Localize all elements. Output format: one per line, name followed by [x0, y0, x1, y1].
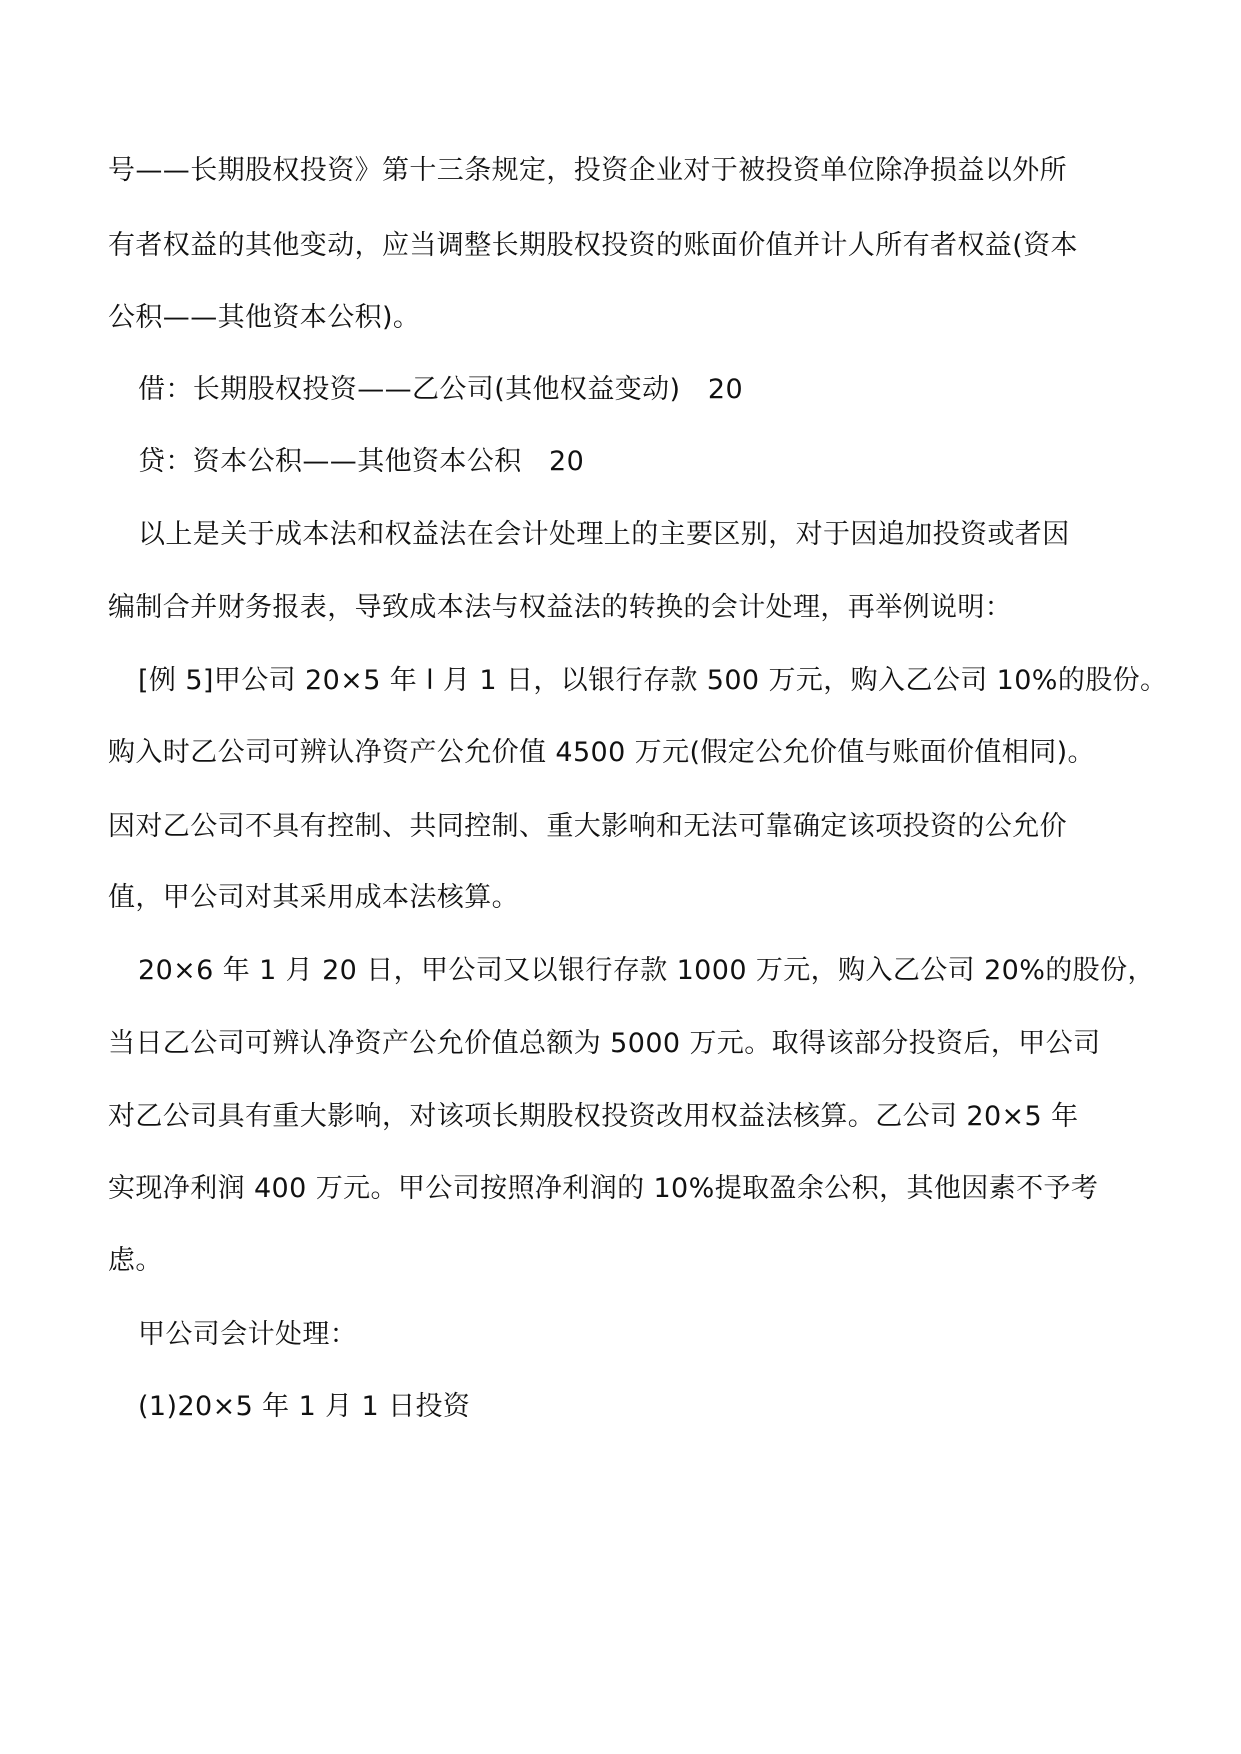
text-line: 对乙公司具有重大影响，对该项长期股权投资改用权益法核算。乙公司 20×5 年	[108, 1101, 1079, 1132]
text-line: 有者权益的其他变动，应当调整长期股权投资的账面价值并计人所有者权益(资本	[108, 230, 1078, 261]
text-line: 20×6 年 1 月 20 日，甲公司又以银行存款 1000 万元，购入乙公司 20%的股份，	[138, 955, 1155, 986]
text-line: 实现净利润 400 万元。甲公司按照净利润的 10%提取盈余公积，其他因素不予考	[108, 1173, 1099, 1204]
text-line: 编制合并财务报表，导致成本法与权益法的转换的会计处理，再举例说明：	[108, 592, 1013, 623]
credit-entry: 贷：资本公积——其他资本公积 20	[138, 446, 585, 477]
text-line: 公积——其他资本公积)。	[108, 302, 421, 333]
text-line: 号——长期股权投资》第十三条规定，投资企业对于被投资单位除净损益以外所	[108, 155, 1067, 186]
debit-entry: 借：长期股权投资——乙公司(其他权益变动) 20	[138, 374, 744, 405]
text-line: 因对乙公司不具有控制、共同控制、重大影响和无法可靠确定该项投资的公允价	[108, 811, 1067, 842]
step-heading: (1)20×5 年 1 月 1 日投资	[138, 1391, 471, 1422]
text-line: 值，甲公司对其采用成本法核算。	[108, 882, 519, 913]
text-line: 以上是关于成本法和权益法在会计处理上的主要区别，对于因追加投资或者因	[138, 519, 1070, 550]
text-line: 虑。	[108, 1245, 163, 1276]
text-line: 当日乙公司可辨认净资产公允价值总额为 5000 万元。取得该部分投资后，甲公司	[108, 1028, 1101, 1059]
section-heading: 甲公司会计处理：	[138, 1319, 358, 1350]
example-line: [例 5]甲公司 20×5 年 l 月 1 日，以银行存款 500 万元，购入乙公司 10%的股份。	[138, 665, 1168, 696]
text-line: 购入时乙公司可辨认净资产公允价值 4500 万元(假定公允价值与账面价值相同)。	[108, 737, 1095, 768]
